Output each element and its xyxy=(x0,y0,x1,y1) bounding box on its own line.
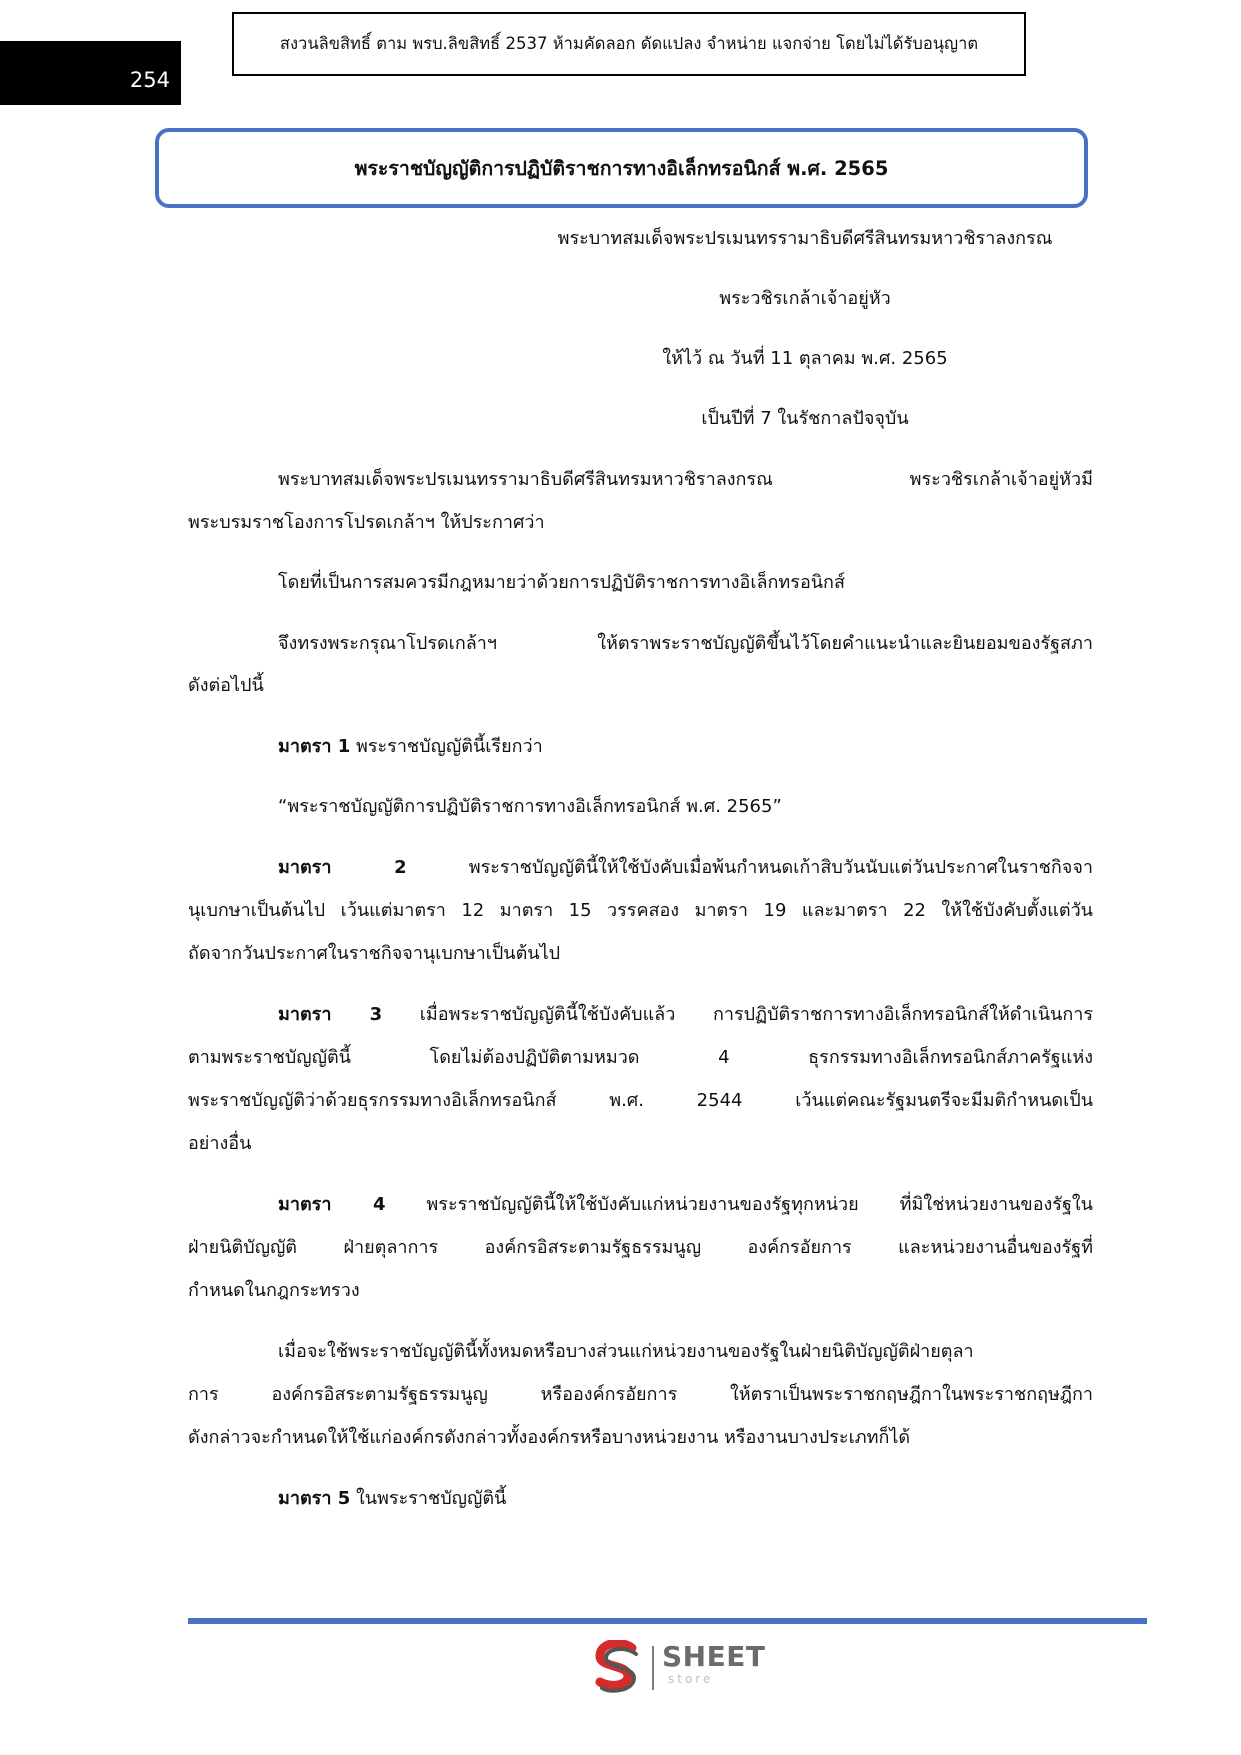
section-4-line xyxy=(278,1192,1093,1218)
section-text: พระราชบัญญัตินี้เรียกว่า xyxy=(350,736,543,757)
section-text-line: ฝ่ายนิติบัญญัติ ฝ่ายตุลาการ องค์กรอิสระตามรัฐธรรมนูญ องค์กรอัยการ และหน่วยงานอื่นของรัฐที่ xyxy=(188,1237,1093,1258)
section-text-line: กำหนดในกฎกระทรวง xyxy=(188,1280,360,1301)
section-label: มาตรา 2 xyxy=(278,857,407,878)
section-text: เมื่อพระราชบัญญัตินี้ใช้บังคับแล้ว การปฏิบัติราชการทางอิเล็กทรอนิกส์ให้ดำเนินการ xyxy=(382,1004,1093,1025)
page-number-box xyxy=(0,41,181,105)
section-4-paragraph-2-line: เมื่อจะใช้พระราชบัญญัตินี้ทั้งหมดหรือบางส่วนแก่หน่วยงานของรัฐในฝ่ายนิติบัญญัติฝ่ายตุลา xyxy=(278,1341,974,1362)
preamble-line: พระบาทสมเด็จพระปรเมนทรรามาธิบดีศรีสินทรมหาวชิราลงกรณ พระวชิรเกล้าเจ้าอยู่หัวมี xyxy=(278,469,1093,490)
logo-subtitle: store xyxy=(668,1672,714,1686)
logo-divider xyxy=(652,1646,654,1690)
section-text-line: ตามพระราชบัญญัตินี้ โดยไม่ต้องปฏิบัติตามหมวด 4 ธุรกรรมทางอิเล็กทรอนิกส์ภาครัฐแห่ง xyxy=(188,1047,1093,1068)
section-text-line: ดังกล่าวจะกำหนดให้ใช้แก่องค์กรดังกล่าวทั้งองค์กรหรือบางหน่วยงาน หรืองานบางประเภทก็ได้ xyxy=(188,1427,911,1448)
section-text-line: อย่างอื่น xyxy=(188,1133,252,1154)
section-text: ในพระราชบัญญัตินี้ xyxy=(350,1488,507,1509)
section-text-line: ถัดจากวันประกาศในราชกิจจานุเบกษาเป็นต้นไป xyxy=(188,943,561,964)
section-label: มาตรา 3 xyxy=(278,1004,383,1025)
page-number: 254 xyxy=(129,68,170,92)
section-text: พระราชบัญญัตินี้ให้ใช้บังคับเมื่อพ้นกำหนดเก้าสิบวันนับแต่วันประกาศในราชกิจจา xyxy=(406,857,1093,878)
section-label: มาตรา 5 xyxy=(278,1488,351,1509)
document-title-box xyxy=(155,128,1088,208)
section-text-line: พระราชบัญญัติว่าด้วยธุรกรรมทางอิเล็กทรอนิกส์ พ.ศ. 2544 เว้นแต่คณะรัฐมนตรีจะมีมติกำหนดเป็น xyxy=(188,1090,1093,1111)
section-3-line xyxy=(278,1002,1093,1028)
act-name-quote: “พระราชบัญญัติการปฏิบัติราชการทางอิเล็กทรอนิกส์ พ.ศ. 2565” xyxy=(278,796,782,817)
footer-rule xyxy=(188,1618,1147,1624)
copyright-notice: สงวนลิขสิทธิ์ ตาม พรบ.ลิขสิทธิ์ 2537 ห้ามคัดลอก ดัดแปลง จำหน่าย แจกจ่าย โดยไม่ได้รับอนุญาต xyxy=(279,34,979,53)
copyright-notice-box xyxy=(232,12,1026,76)
preamble-line: ดังต่อไปนี้ xyxy=(188,675,264,696)
sheet-store-logo xyxy=(592,1640,766,1694)
document-title: พระราชบัญญัติการปฏิบัติราชการทางอิเล็กทรอนิกส์ พ.ศ. 2565 xyxy=(354,156,889,180)
king-name: พระบาทสมเด็จพระปรเมนทรรามาธิบดีศรีสินทรมหาวชิราลงกรณ xyxy=(557,228,1053,249)
section-text-line: นุเบกษาเป็นต้นไป เว้นแต่มาตรา 12 มาตรา 15 วรรคสอง มาตรา 19 และมาตรา 22 ให้ใช้บังคับตั้งแต่วัน xyxy=(188,900,1093,921)
king-title: พระวชิรเกล้าเจ้าอยู่หัว xyxy=(719,288,891,309)
sheet-store-logo-icon xyxy=(592,1640,644,1694)
preamble-line: โดยที่เป็นการสมควรมีกฎหมายว่าด้วยการปฏิบัติราชการทางอิเล็กทรอนิกส์ xyxy=(278,572,845,593)
section-1-line xyxy=(278,734,543,760)
section-5-line xyxy=(278,1486,506,1512)
section-text: พระราชบัญญัตินี้ให้ใช้บังคับแก่หน่วยงานของรัฐทุกหน่วย ที่มิใช่หน่วยงานของรัฐใน xyxy=(385,1194,1093,1215)
section-label: มาตรา 1 xyxy=(278,736,351,757)
logo-wordmark: SHEET xyxy=(662,1640,766,1673)
section-label: มาตรา 4 xyxy=(278,1194,386,1215)
preamble-line: จึงทรงพระกรุณาโปรดเกล้าฯ ให้ตราพระราชบัญญัติขึ้นไว้โดยคำแนะนำและยินยอมของรัฐสภา xyxy=(278,633,1093,654)
reign-year: เป็นปีที่ 7 ในรัชกาลปัจจุบัน xyxy=(701,408,909,429)
section-text-line: การ องค์กรอิสระตามรัฐธรรมนูญ หรือองค์กรอัยการ ให้ตราเป็นพระราชกฤษฎีกาในพระราชกฤษฎีกา xyxy=(188,1384,1093,1405)
given-date: ให้ไว้ ณ วันที่ 11 ตุลาคม พ.ศ. 2565 xyxy=(662,348,948,369)
preamble-line: พระบรมราชโองการโปรดเกล้าฯ ให้ประกาศว่า xyxy=(188,512,545,533)
section-2-line xyxy=(278,855,1093,881)
